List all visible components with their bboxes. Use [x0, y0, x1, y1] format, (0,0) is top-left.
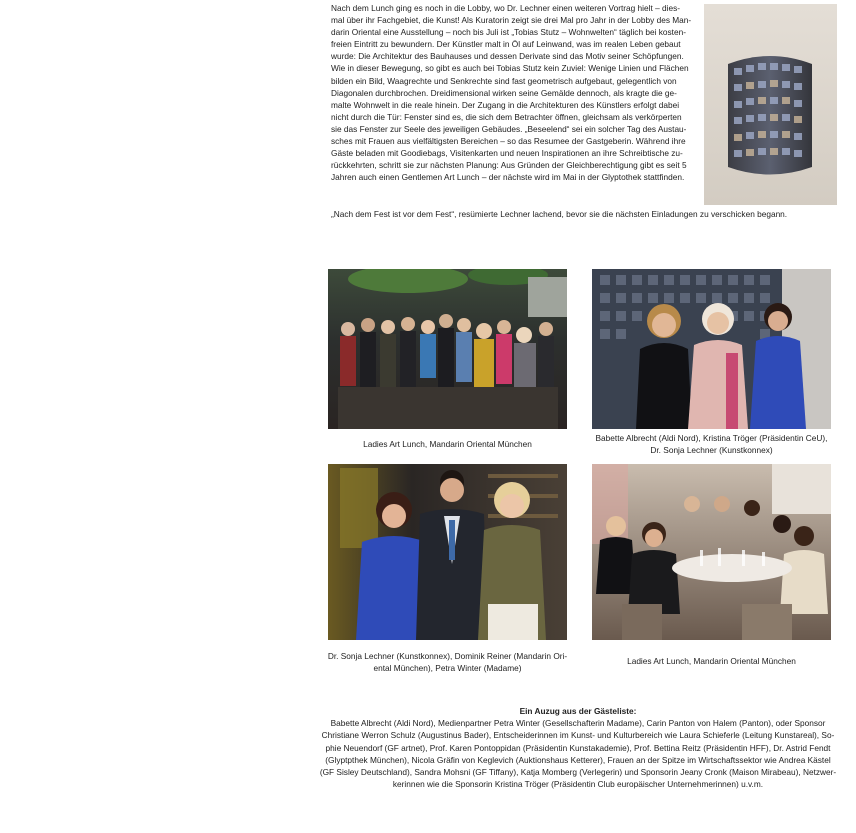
guest-list-line: (GF Sisley Deutschland), Sandra Mohsni (GF Tiffany), Katja Momberg (Verlegerin) und Sponsorin Jeany Cronk (Maison Mirabeau), Netzwer- [319, 767, 837, 778]
caption-line: Babette Albrecht (Aldi Nord), Kristina Tröger (Präsidentin CeU), [595, 433, 828, 443]
photo-caption [328, 438, 567, 450]
article-line: Gäste beladen mit Goodiebags, Visitenkarten und neuen Inspirationen an ihre Schreibtische zu- [331, 148, 683, 159]
article-line: nicht durch die Tür: Fenster sind es, die sich dem Betrachter öffnen, gleichsam als verkörperten [331, 111, 682, 122]
painting-photo [704, 4, 837, 205]
dining-photo [592, 464, 831, 640]
article-line: darin Oriental eine Ausstellung – noch bis Juli ist „Tobias Stutz – Wohnwelten“ täglich bei kosten- [331, 27, 686, 38]
guest-list [318, 705, 838, 790]
article-line: sie das Fenster zur Seele des jeweiligen Gebäudes. „Beseelend“ sei ein solcher Tag des Austau- [331, 123, 687, 134]
article-line: bilden ein Bild, Waagrechte und Senkrechte sind fast geometrisch aufgebaut, gelegentlich von [331, 75, 677, 86]
article-line: malte Wohnwelt in die reale hinein. Der Zugang in die Architekturen des Künstlers erfolgt dabei [331, 99, 680, 110]
article-line: mal über ihr Fachgebiet, die Kunst! Als Kuratorin zeigt sie drei Mal pro Jahr in der Lobby des Man- [331, 15, 692, 26]
article-line: freien Eintritt zu bewundern. Der Künstler malt in Öl auf Leinwand, was im realen Leben gebaut [331, 39, 681, 50]
photo-caption [582, 432, 841, 457]
article-line: Nach dem Lunch ging es noch in die Lobby, wo Dr. Lechner einen weiteren Vortrag hielt – dies- [331, 3, 680, 13]
photo-caption [592, 655, 831, 667]
caption-line: Ladies Art Lunch, Mandarin Oriental München [363, 439, 532, 449]
caption-line: Dr. Sonja Lechner (Kunstkonnex) [650, 445, 773, 456]
caption-line: Ladies Art Lunch, Mandarin Oriental München [627, 656, 796, 666]
guest-list-title: Ein Auzug aus der Gästeliste: [519, 706, 637, 716]
guest-list-line: Christiane Werron Schulz (Augustinus Bader), Entscheiderinnen im Kunst- und Kulturbereich wie Laura Schieferle (Leitung Kunstareal), So- [321, 730, 835, 741]
caption-line: Dr. Sonja Lechner (Kunstkonnex), Dominik Reiner (Mandarin Ori- [327, 651, 568, 661]
article-line: wurde: Die Architektur des Bauhauses und dessen Derivate sind das Motiv seiner Schöpfungen. [331, 51, 684, 62]
trio-photo [592, 269, 831, 429]
guest-list-line: kerinnen wie die Sponsorin Kristina Tröger (Präsidentin Club europäischer Unternehmerinnen) u.v.m. [392, 779, 764, 790]
guest-list-line: phie Neuendorf (GF artnet), Prof. Karen Pontoppidan (Präsidentin Kunstakademie), Prof. Bettina Reitz (Präsidentin HFF), Dr. Astrid Fendt [325, 742, 831, 753]
group-photo [328, 269, 567, 429]
article-line: Diagonalen durchbrochen. Dreidimensional wirken seine Gemälde dennoch, als kragte die ge- [331, 87, 677, 98]
article-body [331, 2, 693, 183]
article-line: Jahren auch einen Gentlemen Art Lunch – der nächste wird im Mai in der Glyptothek stattfinden. [331, 172, 685, 183]
article-closing-line: „Nach dem Fest ist vor dem Fest“, resümierte Lechner lachend, bevor sie die nächsten Einladungen zu verschicken begann. [331, 209, 788, 219]
article-line: rückkehrten, schritt sie zur nächsten Planung: Aus Gründen der Gleichberechtigung gibt es seit 5 [331, 160, 687, 171]
guest-list-line: Babette Albrecht (Aldi Nord), Medienpartner Petra Winter (Gesellschafterin Madame), Carin Panton von Halem (Panton), oder Sponsor [330, 718, 826, 729]
guest-list-line: (Glyptpthek München), Nicola Gräfin von Keglevich (Auktionshaus Ketterer), Frauen an der Spitze im Wirtschaftssektor wie Andrea Kästel [325, 754, 831, 765]
article-line: sches mit Frauen aus vielfältigsten Bereichen – so das Resumee der Gastgeberin. Während ihre [331, 136, 686, 147]
article-line: Wie in dieser Bewegung, so gibt es auch bei Tobias Stutz kein Zuviel: Wenige Linien und Flächen [331, 63, 689, 74]
host-trio-photo [328, 464, 567, 640]
caption-line: ental München), Petra Winter (Madame) [373, 663, 522, 674]
photo-caption [318, 650, 577, 675]
